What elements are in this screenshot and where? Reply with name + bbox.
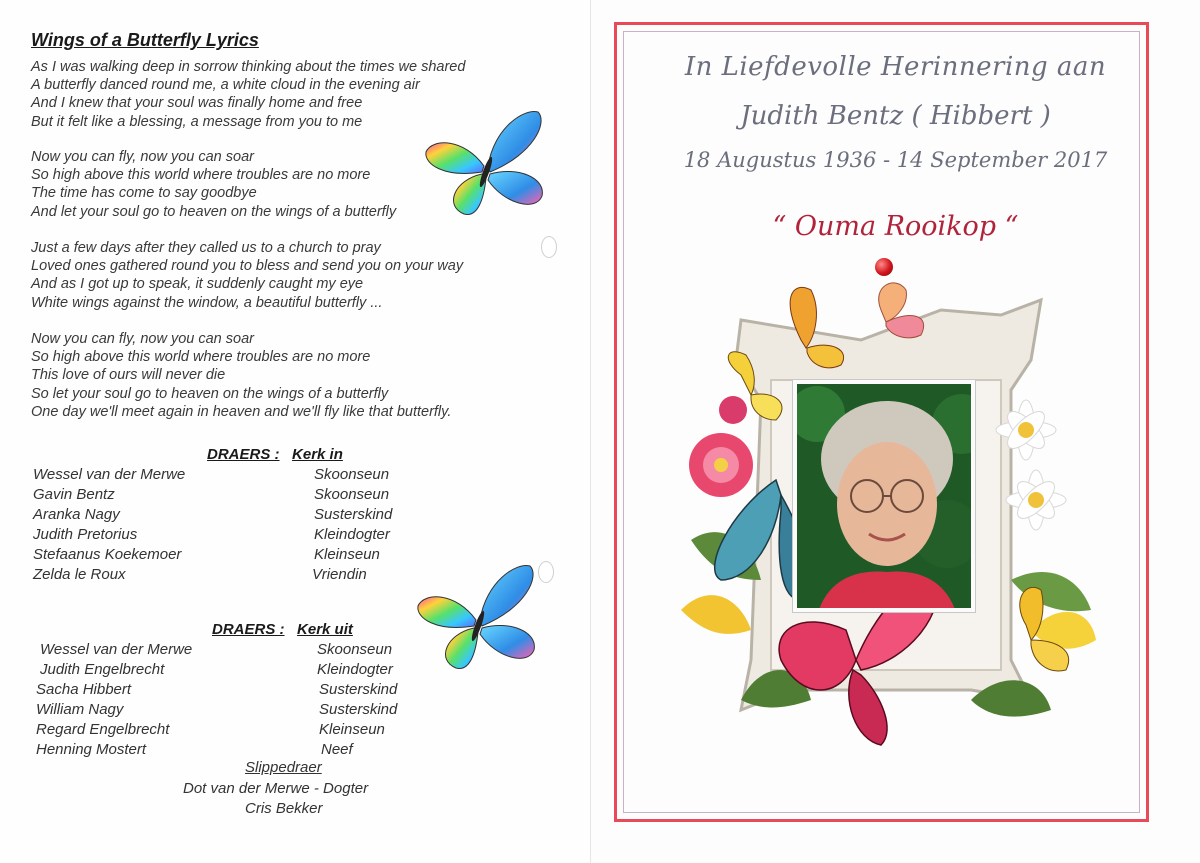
slippedraer-line: Dot van der Merwe - Dogter [183,780,369,797]
list-item [33,485,433,505]
bearer-relation: Susterskind [319,681,398,698]
bearer-name: Judith Pretorius [33,526,138,543]
bearer-name: Wessel van der Merwe [40,641,193,658]
red-gem-icon [875,258,893,276]
bearer-relation: Kleinseun [319,721,385,738]
bearer-relation: Kleindogter [314,526,390,543]
slippedraer-heading: Slippedraer [245,759,322,776]
bearers-out-list [36,640,440,760]
bearer-name: Sacha Hibbert [36,681,132,698]
cover-page [590,0,1200,863]
bearer-relation: Skoonseun [314,466,390,483]
list-item [36,740,440,760]
list-item [33,525,433,545]
lyric-line: And I knew that your soul was finally home and free [31,95,363,112]
list-item [33,545,433,565]
bearers-out-label: DRAERS : [212,621,285,638]
bearer-name: Regard Engelbrecht [36,721,170,738]
list-item [33,505,433,525]
list-item [40,660,440,680]
list-item [36,680,440,700]
lyrics-stanza [31,148,396,221]
lyrics-page [0,0,590,863]
bearer-relation: Skoonseun [314,486,390,503]
bearers-out-sub: Kerk uit [297,621,353,638]
bearer-relation: Susterskind [319,701,398,718]
lyric-line: The time has come to say goodbye [31,185,257,202]
bearer-relation: Vriendin [312,566,367,583]
bearers-in-sub: Kerk in [292,446,343,463]
nickname: “ Ouma Rooikop “ [772,211,1019,242]
bearer-name: Gavin Bentz [33,486,115,503]
list-item [36,720,440,740]
lyric-line: And let your soul go to heaven on the wings of a butterfly [31,203,397,220]
lyric-line: As I was walking deep in sorrow thinking about the times we shared [31,59,466,75]
lyrics-title: Wings of a Butterfly Lyrics [31,30,259,50]
bearers-in-label: DRAERS : [207,446,280,463]
lyric-line: Now you can fly, now you can soar [31,149,254,165]
lyric-line: Loved ones gathered round you to bless and send you on your way [31,258,464,275]
lyrics-stanza [31,330,451,421]
portrait-photo [793,380,975,612]
portrait-decoration [681,280,1101,760]
list-item [36,700,440,720]
list-item [33,565,433,585]
lyric-line: Just a few days after they called us to a church to pray [31,240,381,256]
lyrics-stanza [31,239,463,312]
butterfly-icon [424,108,548,224]
portrait-image [797,384,975,612]
bearer-relation: Susterskind [314,506,393,523]
lyrics-stanza [31,58,465,131]
bearer-name: Wessel van der Merwe [33,466,186,483]
bearer-name: William Nagy [36,701,124,718]
deceased-name: Judith Bentz ( Hibbert ) [740,101,1051,131]
bearers-out-heading [212,621,353,638]
lyric-line: But it felt like a blessing, a message from you to me [31,113,363,130]
lyric-line: White wings against the window, a beautiful butterfly ... [31,294,383,311]
bearers-in-heading [207,446,343,463]
lyric-line: So high above this world where troubles are no more [31,349,371,366]
bearers-in-list [33,465,433,585]
lyric-line: So let your soul go to heaven on the wings of a butterfly [31,385,389,402]
lyric-line: So high above this world where troubles are no more [31,167,371,184]
lyric-line: This love of ours will never die [31,367,226,384]
memorial-heading: In Liefdevolle Herinnering aan [684,52,1107,82]
bearer-relation: Skoonseun [317,641,393,658]
lyric-line: A butterfly danced round me, a white cloud in the evening air [31,77,420,94]
lyric-line: And as I got up to speak, it suddenly caught my eye [31,276,364,293]
life-dates: 18 Augustus 1936 - 14 September 2017 [683,148,1108,172]
lyric-line: One day we'll meet again in heaven and we'll fly like that butterfly. [31,403,452,420]
list-item [40,640,440,660]
punch-hole [541,236,557,258]
bearer-relation: Neef [321,741,353,758]
lyric-line: Now you can fly, now you can soar [31,331,254,347]
bearer-relation: Kleinseun [314,546,380,563]
bearer-name: Stefaanus Koekemoer [33,546,182,563]
list-item [33,465,433,485]
bearer-name: Zelda le Roux [33,566,126,583]
punch-hole [538,561,554,583]
bearer-name: Aranka Nagy [33,506,120,523]
bearer-name: Henning Mostert [36,741,147,758]
bearer-name: Judith Engelbrecht [40,661,165,678]
bearer-relation: Kleindogter [317,661,393,678]
slippedraer-line: Cris Bekker [245,800,323,817]
